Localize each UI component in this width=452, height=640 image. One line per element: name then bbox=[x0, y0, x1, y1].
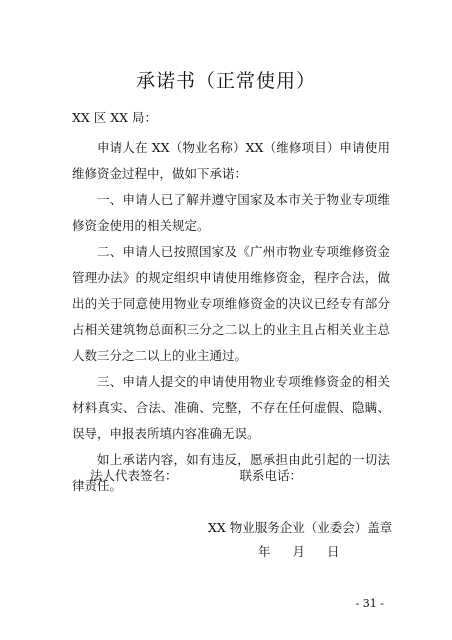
seal-line: XX 物业服务企业（业委会）盖章 bbox=[208, 520, 393, 535]
paragraph-liability: 如上承诺内容，如有违反，愿承担由此引起的一切法律责任。 bbox=[72, 452, 390, 493]
paragraph-commitment-3: 三、申请人提交的申请使用物业专项维修资金的相关材料真实、合法、准确、完整，不存在任何虚假、隐瞒、误导，申报表所填内容准确无误。 bbox=[72, 374, 390, 441]
paragraph-commitment-1: 一、申请人已了解并遵守国家及本市关于物业专项维修资金使用的相关规定。 bbox=[72, 192, 390, 233]
date-line: 年 月 日 bbox=[258, 544, 340, 559]
paragraph-commitment-2: 二、申请人已按照国家及《广州市物业专项维修资金管理办法》的规定组织申请使用维修资金，程序合法，做出的关于同意使用物业专项维修资金的决议已经专有部分占相关建筑物总面积三分之二以上的业主且占相关业主总人数三分之二以上的业主通过。 bbox=[72, 244, 390, 363]
addressee: XX 区 XX 局： bbox=[72, 110, 158, 125]
document-body bbox=[72, 135, 390, 499]
paragraph-intro: 申请人在 XX（物业名称）XX（维修项目）申请使用维修资金过程中，做如下承诺： bbox=[72, 140, 390, 181]
signature-row bbox=[90, 466, 302, 484]
contact-phone-label: 联系电话： bbox=[239, 468, 303, 483]
legal-rep-signature-label: 法人代表签名： bbox=[90, 468, 178, 483]
page-number: - 31 - bbox=[355, 597, 384, 610]
document-title: 承诺书（正常使用） bbox=[135, 70, 316, 92]
